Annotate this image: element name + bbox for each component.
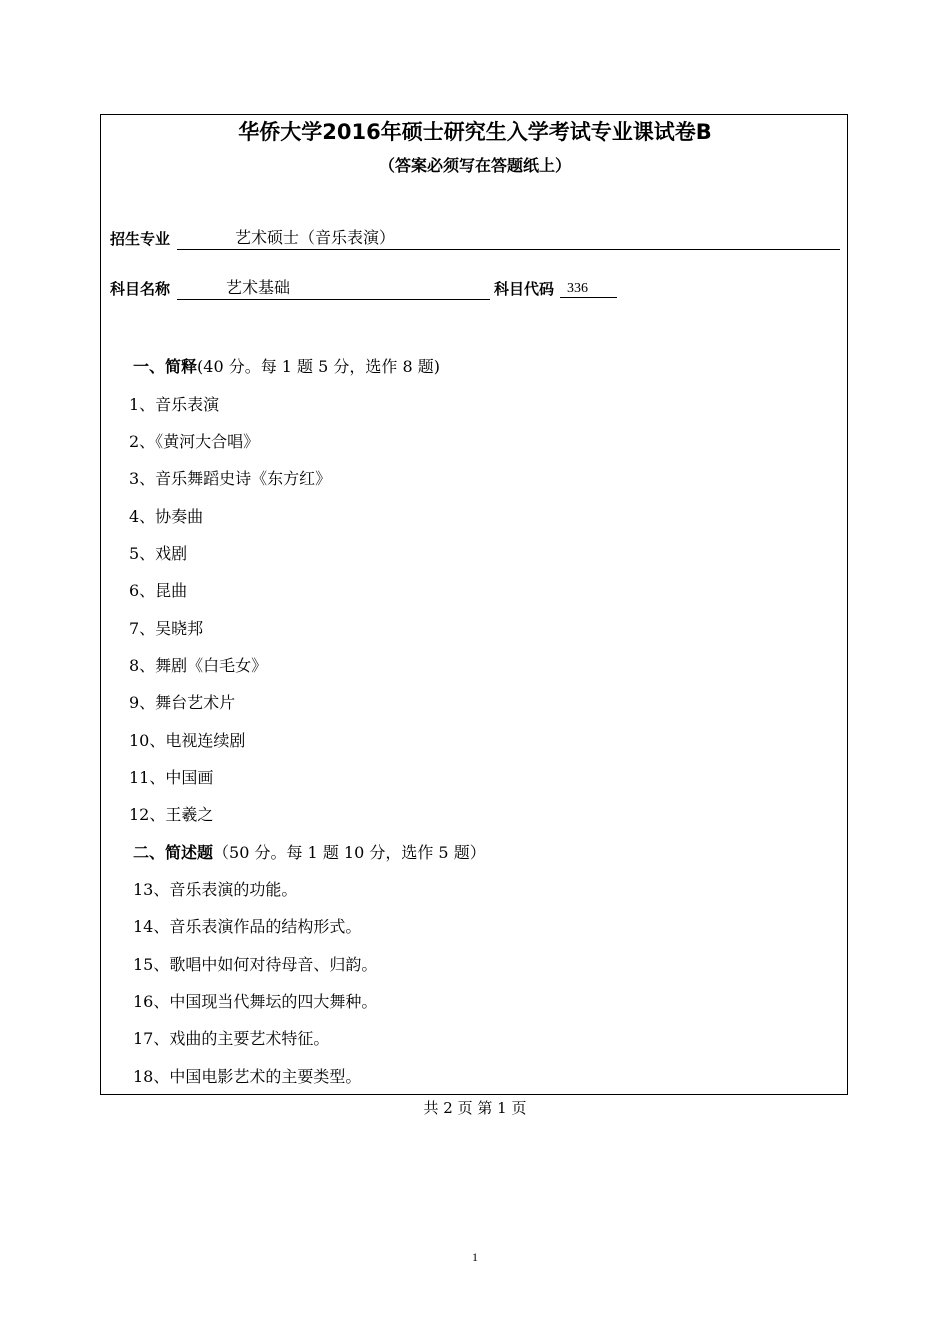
list-item: 13、音乐表演的功能。 <box>133 880 298 899</box>
list-item: 12、王羲之 <box>129 805 214 824</box>
exam-subtitle: （答案必须写在答题纸上） <box>378 156 571 175</box>
list-item: 4、协奏曲 <box>129 507 204 526</box>
list-item: 5、戏剧 <box>129 544 188 563</box>
list-item: 16、中国现当代舞坛的四大舞种。 <box>133 992 378 1011</box>
subject-value: 艺术基础 <box>226 278 291 297</box>
list-item: 11、中国画 <box>129 768 214 787</box>
exam-title: 华侨大学2016年硕士研究生入学考试专业课试卷B <box>238 120 712 144</box>
section2-note: （50 分。每 1 题 10 分，选作 5 题） <box>213 843 486 862</box>
section1-heading: 一、简释 <box>133 357 198 376</box>
list-item: 1、音乐表演 <box>129 395 220 414</box>
code-underline <box>560 297 617 298</box>
list-item: 7、吴晓邦 <box>129 619 204 638</box>
list-item: 9、舞台艺术片 <box>129 693 236 712</box>
page-info: 共 2 页 第 1 页 <box>423 1099 527 1117</box>
code-value: 336 <box>567 281 588 296</box>
major-label: 招生专业 <box>110 230 171 248</box>
exam-frame <box>100 114 848 1095</box>
major-value: 艺术硕士（音乐表演） <box>235 228 396 247</box>
list-item: 8、舞剧《白毛女》 <box>129 656 268 675</box>
page-number: 1 <box>472 1250 478 1264</box>
subject-label: 科目名称 <box>110 280 171 298</box>
section1-header <box>133 356 440 378</box>
list-item: 10、电视连续剧 <box>129 731 246 750</box>
code-label: 科目代码 <box>494 280 555 298</box>
list-item: 3、音乐舞蹈史诗《东方红》 <box>129 469 332 488</box>
list-item: 18、中国电影艺术的主要类型。 <box>133 1067 362 1086</box>
list-item: 14、音乐表演作品的结构形式。 <box>133 917 362 936</box>
section1-note: (40 分。每 1 题 5 分，选作 8 题) <box>197 357 441 376</box>
section2-heading: 二、简述题 <box>133 843 214 862</box>
subject-underline <box>177 299 490 300</box>
list-item: 17、戏曲的主要艺术特征。 <box>133 1029 330 1048</box>
major-underline <box>177 249 840 250</box>
list-item: 6、昆曲 <box>129 581 188 600</box>
section2-header <box>133 842 486 864</box>
list-item: 2、《黄河大合唱》 <box>129 432 260 451</box>
list-item: 15、歌唱中如何对待母音、归韵。 <box>133 955 378 974</box>
